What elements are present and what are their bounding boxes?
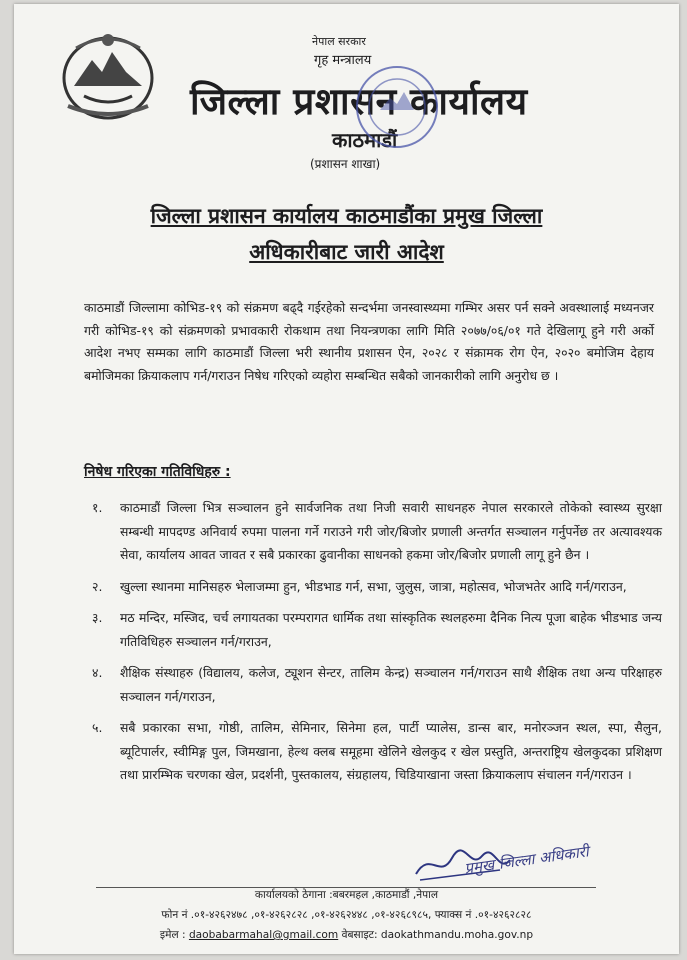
item-text: मठ मन्दिर, मस्जिद, चर्च लगायतका परम्परागत धार्मिक तथा सांस्कृतिक स्थलहरुमा दैनिक नित्य पूजा बाहेक भीडभाड जन्य गतिविधिहरु सञ्चालन गर्न/गराउन, bbox=[120, 610, 662, 649]
section-heading: निषेध गरिएका गतिविधिहरु : bbox=[84, 464, 231, 480]
footer-contact bbox=[14, 928, 679, 942]
government-name: नेपाल सरकार bbox=[312, 35, 366, 48]
intro-paragraph: काठमाडौं जिल्लामा कोभिड-१९ को संक्रमण बढ्दै गईरहेको सन्दर्भमा जनस्वास्थ्यमा गम्भिर असर पर्न सक्ने अवस्थालाई मध्यनजर गरी कोभिड-१९ को संक्रमणको प्रभावकारी रोकथाम तथा नियन्त्रणका लागि मिति २०७७/०६/०१ गते देखिलागू हुने गरी अर्को आदेश नभए सम्मका लागि काठमाडौं जिल्ला भरी स्थानीय प्रशासन ऐन, २०२८ र संक्रामक रोग ऐन, २०२० बमोजिम देहाय बमोजिमका क्रियाकलाप गर्न/गराउन निषेध गरिएको व्यहोरा सम्बन्धित सबैको जानकारीको लागि अनुरोध छ । bbox=[84, 300, 654, 383]
item-number: १. bbox=[92, 500, 103, 515]
list-item bbox=[92, 661, 662, 708]
prohibited-activities-list bbox=[92, 496, 662, 795]
list-item bbox=[92, 496, 662, 567]
item-number: २. bbox=[92, 578, 103, 594]
document-page bbox=[14, 4, 679, 954]
item-text: काठमाडौं जिल्ला भित्र सञ्चालन हुने सार्वजनिक तथा निजी सवारी साधनहरु नेपाल सरकारले तोकेको स्वास्थ्य सुरक्षा सम्बन्धी मापदण्ड अनिवार्य रुपमा पालना गर्ने गराउने गरी जोर/बिजोर प्रणाली अन्तर्गत सञ्चालन गर्नुपर्नेछ तर अत्यावश्यक सेवा, कार्यालय आवत जावत र सबै प्रकारका ढुवानीका साधनको हकमा जोर/बिजोर प्रणाली लागू हुने छैन । bbox=[120, 500, 662, 562]
nepal-emblem-icon bbox=[54, 26, 162, 124]
department-name: (प्रशासन शाखा) bbox=[310, 157, 381, 171]
office-title: जिल्ला प्रशासन कार्यालय bbox=[190, 80, 528, 123]
district-name: काठमाडौं bbox=[332, 128, 398, 152]
ministry-name: गृह मन्त्रालय bbox=[314, 53, 372, 68]
office-stamp-icon bbox=[352, 62, 442, 152]
list-item bbox=[92, 575, 662, 599]
footer-address: कार्यालयको ठेगाना :बबरमहल ,काठमाडौं ,नेपाल bbox=[254, 889, 439, 901]
item-number: ५. bbox=[92, 720, 103, 735]
list-item bbox=[92, 716, 662, 787]
item-text: खुल्ला स्थानमा मानिसहरु भेलाजम्मा हुन, भीडभाड गर्न, सभा, जुलुस, जात्रा, महोत्सव, भोजभतेर आदि गर्न/गराउन, bbox=[120, 578, 627, 594]
item-text: शैक्षिक संस्थाहरु (विद्यालय, कलेज, ट्यूशन सेन्टर, तालिम केन्द्र) सञ्चालन गर्न/गराउन साथै शैक्षिक तथा अन्य परिक्षाहरु सञ्चालन गर्न/गराउन, bbox=[120, 665, 662, 704]
website-label: वेबसाइट: bbox=[341, 929, 381, 941]
order-title-line2: अधिकारीबाट जारी आदेश bbox=[249, 240, 444, 264]
item-number: ४. bbox=[92, 665, 103, 680]
order-title-line1: जिल्ला प्रशासन कार्यालय काठमाडौंका प्रमुख जिल्ला bbox=[150, 204, 543, 228]
signatory-role: प्रमुख जिल्ला अधिकारी bbox=[463, 842, 590, 878]
item-number: ३. bbox=[92, 610, 103, 625]
email-link[interactable]: daobabarmahal@gmail.com bbox=[188, 929, 339, 941]
footer-phone: फोन नं .०१-४२६२४७८ ,०१-४२६२८२८ ,०१-४२६२४४८ ,०१-४२६८९८५, फ्याक्स नं .०१-४२६२८२८ bbox=[161, 909, 532, 921]
item-text: सबै प्रकारका सभा, गोष्ठी, तालिम, सेमिनार, सिनेमा हल, पार्टी प्यालेस, डान्स बार, मनोरञ्जन स्थल, स्पा, सैलुन, ब्यूटिपार्लर, स्वीमिङ्ग पुल, जिमखाना, हेल्थ क्लब समूहमा खेलिने खेलकुद र खेल प्रस्तुति, अन्तराष्ट्रिय खेलकुदका प्रशिक्षण तथा प्रारम्भिक चरणका खेल, प्रदर्शनी, पुस्तकालय, संग्रहालय, चिडियाखाना जस्ता क्रियाकलाप संचालन गर्न/गराउन । bbox=[120, 720, 662, 782]
website-link[interactable]: daokathmandu.moha.gov.np bbox=[380, 929, 534, 941]
email-label: इमेल : bbox=[159, 929, 186, 941]
list-item bbox=[92, 606, 662, 653]
